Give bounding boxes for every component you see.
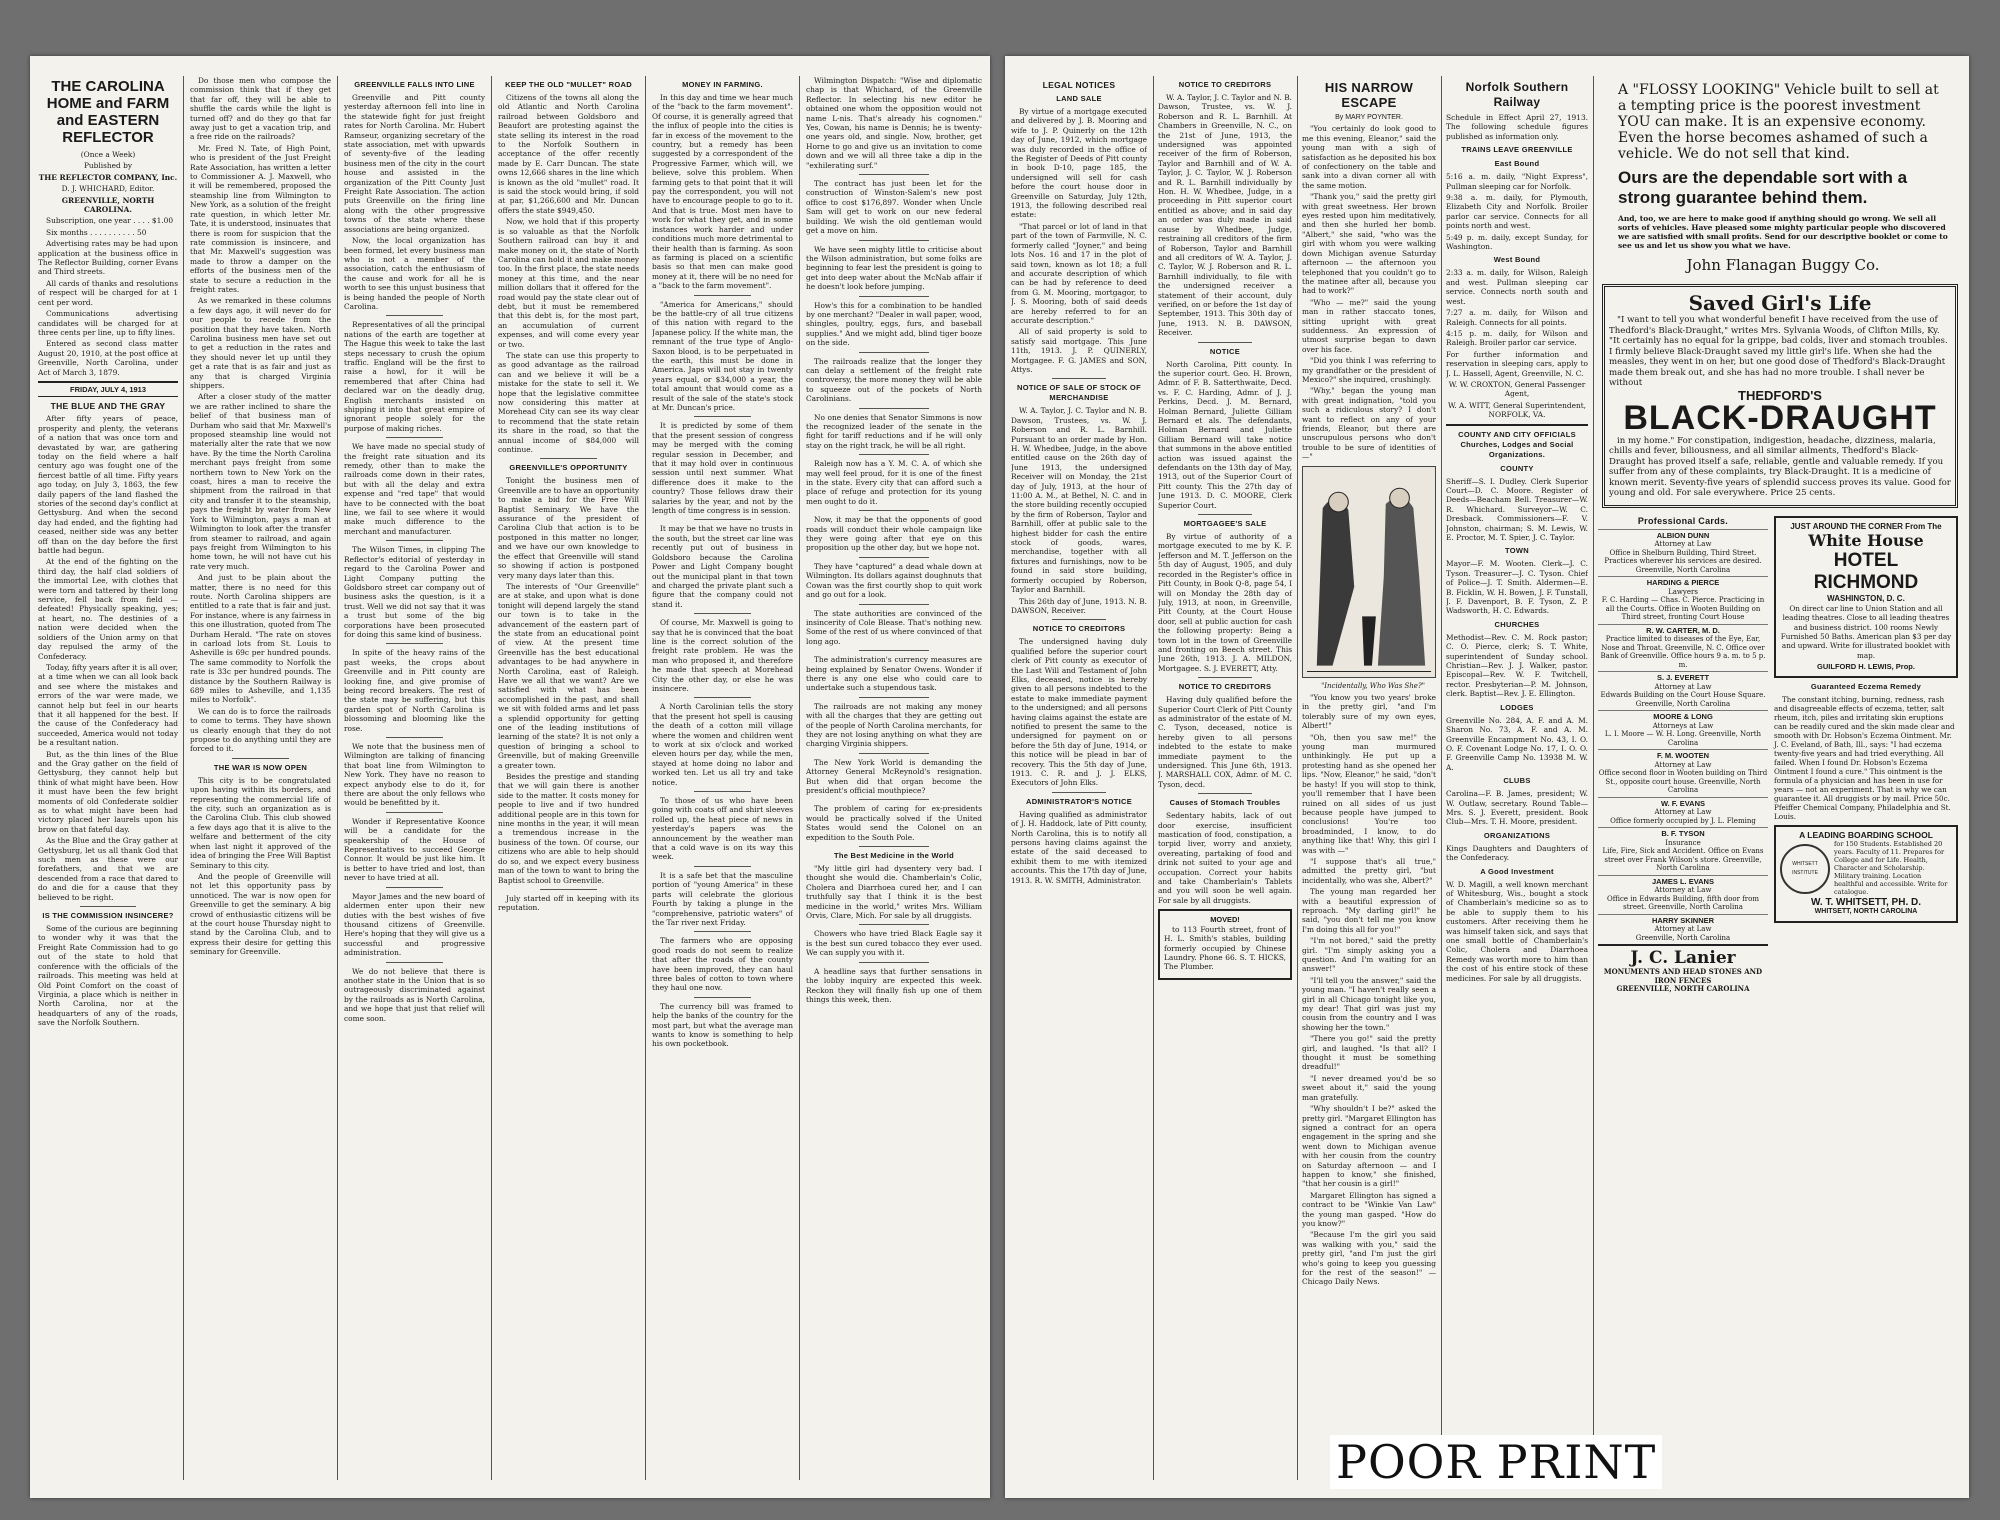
lanier-name: J. C. Lanier	[1630, 948, 1736, 969]
divider	[859, 697, 929, 698]
article-paragraph: Greenville and Pitt county yesterday afternoon fell into line in the statewide fight for just freight rates for North Carolina. Mr. Hubert Ramseur, organizing secretary of the state association, met with upwards of seventy-five of the leading business men of the city in the court house and assisted in the organization of the Pitt County Just Freight Rate Association. The action puts Greenville on the firing line along with the other progressive towns of the state where these associations are being organized.	[344, 93, 485, 234]
admin-notice-heading: ADMINISTRATOR'S NOTICE	[1025, 796, 1133, 806]
article-paragraph: It may be that we have no trusts in the south, but the street car line was recently put out of business in Goldsboro because the Carolina Power and Light Company bought out the municipal plant in that town and charged the private plant such a figure that the company could not stand it.	[652, 524, 793, 609]
trains-leave-heading: TRAINS LEAVE GREENVILLE	[1461, 145, 1573, 155]
article-paragraph: The currency bill was framed to help the banks of the country for the most part, but what the average man wants to know is something to help his own pocketbook.	[652, 1001, 793, 1049]
article-paragraph: Besides the prestige and standing that we will gain there is another side to the matter. It costs money for people to live and if two hundred additional people are in this town for nine months in the year, it will mean a tremendous increase in the business of the town. Of course, our citizens who are able to help should do so, and we expect every business man of the town to want to bring the Baptist school to Greenville.	[498, 772, 639, 885]
notice-heading: NOTICE	[1209, 346, 1241, 356]
masthead-editor: D. J. WHICHARD, Editor.	[61, 184, 155, 194]
story-paragraph: "Why," began the young man with great indignation, "told you such a ridiculous story? I don't want to reflect on any of your friends, Eleanor, but there are unscrupulous persons who don't trouble to be sure of identities of —"	[1302, 386, 1436, 462]
column-rule	[645, 76, 646, 1480]
story-paragraph: "I'm not bored," said the pretty girl. "I'm simply asking you a question. And I'm waiting for an answer!"	[1302, 936, 1436, 974]
schedule-entry: 2:33 a. m. daily, for Wilson, Raleigh and west. Pullman sleeping car service. Connects north south and west.	[1446, 268, 1588, 306]
column-2	[190, 76, 331, 1480]
article-paragraph: This city is to be congratulated upon having within its borders, and representing the commercial life of the city, such an organization as is the Carolina Club. This club showed a few days ago that it is alive to the welfare and betterment of the city when last night it approved of the idea of bringing the Free Will Baptist Seminary to this city.	[190, 775, 331, 870]
poor-print-stamp: POOR PRINT	[1330, 1435, 1662, 1489]
land-sale-heading: LAND SALE	[1056, 94, 1102, 103]
article-paragraph: It is predicted by some of them that the present session of congress may be merged with the coming regular session in December, and that it may hold over in continuous session until next summer. What difference does it make to the country? Those fellows draw their salaries by the year, and not by the length of time congress is in session.	[652, 421, 793, 516]
divider	[694, 866, 750, 867]
story-paragraph: "You certainly do look good to me this evening, Eleanor," said the young man with a sigh of satisfaction as he deposited his box of confectionery on the table and sank into a divan corner all with the same motion.	[1302, 124, 1436, 190]
moved-text: to 113 Fourth street, front of H. L. Smith's stables, building formerly occupied by Chinese Laundry. Phone 66. S. T. HICKS, The Plumber.	[1164, 924, 1286, 972]
flanagan-name: John Flanagan Buggy Co.	[1686, 256, 1880, 274]
schedule-entry: 7:27 a. m. daily, for Wilson and Raleigh. Connects for all points.	[1446, 308, 1588, 327]
divider	[859, 557, 929, 558]
story-paragraph: "Thank you," said the pretty girl with great sweetness. Her brown eyes rested upon him meditatively, and then she hurled her bomb. "Albert," she said, "who was the girl with whom you were walking down Michigan avenue Saturday afternoon — the afternoon you telephoned that you couldn't go to the matinee after all, because you had to work?"	[1302, 192, 1436, 296]
article-paragraph: Mayor James and the new board of aldermen enter upon their new duties with the best wishes of five thousand citizens of Greenville. Here's hoping that they will give us a successful and progressive administration.	[344, 891, 485, 958]
issue-date: FRIDAY, JULY 4, 1913	[38, 381, 178, 397]
article-paragraph: And just to be plain about the matter, there is no need for this route. North Carolina shippers are entitled to a rate that is fair and just. For instance, where is any fairness in this one illustration, quoted from The Durham Herald. "The rate on stoves in carload lots from St. Louis to Asheville is 69c per hundred pounds. The same commodity to Norfolk the rate is 33c per hundred pounds. The distance by the Southern Railway is 689 miles to Asheville, and 1,135 miles to Norfolk".	[190, 573, 331, 705]
masthead-publisher: THE REFLECTOR COMPANY, Inc.	[38, 172, 178, 182]
entry-note: Entered as second class matter August 20, 1910, at the post office at Greenville, North Carolina, under Act of March 3, 1879.	[38, 339, 178, 377]
notice-paragraph: Having qualified as administrator of J. H. Haddock, late of Pitt county, North Carolina, this is to notify all persons having claims against the estate of the said deceased to exhibit them to me with itemized accounts. This the 17th day of June, 1913. R. W. SMITH, Administrator.	[1011, 809, 1147, 885]
article-paragraph: The Wilson Times, in clipping The Reflector's editorial of yesterday in regard to the Carolina Power and Light Company putting the Goldsboro street car company out of business asks the question, is it a trust. Well we did not say that it was a trust but some of the big corporations have been prosecuted for doing this same kind of business.	[344, 545, 485, 639]
headline-blue-gray: THE BLUE AND THE GRAY	[50, 401, 166, 412]
lanier-ad	[1598, 944, 1768, 996]
article-paragraph: Now, the local organization has been formed, let every business man who is not a member of the association, catch the enthusiasm of the cause and work for all he is worth to see this unjust business that is being handed the people of North Carolina.	[344, 236, 485, 311]
cards-note: All cards of thanks and resolutions of respect will be charged for at 1 cent per word.	[38, 278, 178, 307]
divider	[694, 997, 750, 998]
article-paragraph: We note that the business men of Wilmington are talking of financing that boat line from Wilmington to New York. They have no reason to expect anybody else to do it, for there are about the only fellows who would be benefitted by it.	[344, 742, 485, 808]
column-rule	[799, 76, 800, 1480]
legal-notices-heading: LEGAL NOTICES	[1042, 80, 1116, 90]
notice-paragraph: The undersigned having duly qualified before the superior court clerk of Pitt county as executor of the Last Will and Testament of John Elks, deceased, notice is hereby given to all persons indebted to the estate to make immediate payment to the undersigned; and all persons having claims against the estate are notified to present the same to the undersigned for payment on or before the 5th day of June, 1914, or this notice will be plead in bar of recovery. This the 5th day of June, 1913. C. R. and J. J. ELKS, Executors of John Elks.	[1011, 637, 1147, 788]
east-bound-heading: East Bound	[1494, 159, 1540, 169]
school-city: WHITSETT, NORTH CAROLINA	[1814, 908, 1918, 916]
article-paragraph: In this day and time we hear much of the "back to the farm movement". Of course, it is generally agreed that the influx of people into the cities is far in excess of the movement to the country, but a remedy has been suggested by a correspondent of the Progressive Farmer, which will, we believe, solve this problem. When farming gets to that point that it will pay the correspondent, you will not have to encourage people to go to it. And that is true. Most men have to work for what they get, and in some instances work harder and under conditions much more detrimental to their health than is farming. As soon as farming is placed on a scientific basis so that men can make good money at it, there will be no need for a "back to the farm movement".	[652, 93, 793, 291]
article-paragraph: Chowers who have tried Black Eagle say it is the best sun cured tobacco they ever used. We can supply you with it.	[806, 929, 982, 958]
story-paragraph: The young man regarded her with a beautiful expression of reproach. "My darling girl!" he said, "you don't tell me you know I'm doing this all for you!"	[1302, 887, 1436, 934]
divider	[859, 924, 929, 925]
story-paragraph: Margaret Ellington has signed a contract to be "Winkie Van Law" the young man gasped. "How do you know?"	[1302, 1190, 1436, 1228]
article-paragraph: It is a safe bet that the masculine portion of "young America" in these parts will celebrate the glorious Fourth by taking a plunge in the "comprehensive, patriotic waters" of the Tar river next Friday.	[652, 870, 793, 927]
notice-paragraph: By virtue of authority of a mortgage executed to me by K. F. Jefferson and M. T. Jefferson on the 5th day of August, 1905, and duly recorded in the Register's office in Pitt County, in Book Q-8, page 54, I will on Monday the 28th day of July, 1913, at noon, in Greenville, Pitt County, at the Court House door, sell at public auction for cash the following property: Being a town lot in the town of Greenville and fronting on Beech street. This June 26th, 1913. J. A. MILDON, Mortgagee. S. J. EVERETT, Atty.	[1158, 532, 1292, 673]
article-paragraph: But, as the thin lines of the Blue and the Gray gather on the field of Gettysburg, they cannot help but think of what might have been. How it must have been the few bright moments of old Confederate soldier as to what might have been had victory placed her laurels upon his brow on that fateful day.	[38, 749, 178, 834]
directory-text: Greenville No. 284, A. F. and A. M. Sharon No. 73, A. F. and A. M. Greenville Encampment No. 43, I. O. O. F. Covenant Lodge No. 17, I. O. O. F. Greenville Camp No. 13938 M. W. A.	[1446, 715, 1588, 772]
column-rule	[1593, 76, 1594, 1480]
divider	[694, 613, 750, 614]
article-paragraph: Raleigh now has a Y. M. C. A. of which she may well feel proud, for it is one of the finest in the state. Every city that can afford such a place of refuge and protection for its young men ought to do it.	[806, 459, 982, 506]
illustration-caption: "Incidentally, Who Was She?"	[1321, 681, 1425, 690]
masthead-title: THE CAROLINA HOME and FARM and EASTERN REFLECTOR	[46, 78, 170, 146]
article-paragraph: The administration's currency measures are being explained by Senator Owens. Wonder if there is any one else who could care to undertake such a stupendous task.	[806, 655, 982, 693]
flanagan-body: And, too, we are here to make good if anything should go wrong. We sell all sorts of vehicles. Have pleased some mighty particular people who discovered we are satisfied with small profits. Send for our descriptive booklet or come to see us and let us show you what we have.	[1618, 214, 1948, 250]
column-rule	[337, 76, 338, 1480]
flanagan-headline: Ours are the dependable sort with a strong guarantee behind them.	[1618, 168, 1908, 207]
divider	[80, 906, 136, 907]
professional-card: F. M. WOOTEN Attorney at Law Office second floor in Wooten building on Third St., opposite court house. Greenville, North Carolina	[1598, 749, 1768, 797]
flanagan-intro: A "FLOSSY LOOKING" Vehicle built to sell at a tempting price is the poorest investment YOU can make. It is an expensive economy. Even the horse becomes ashamed of such a vehicle. We do not sell that kind.	[1618, 82, 1939, 162]
divider	[386, 887, 442, 888]
divider	[540, 458, 596, 459]
article-paragraph: After fifty years of peace, prosperity and plenty, the veterans of a nation that was once torn and devastated by war, are gathering today on the field where a half century ago was fought one of the fiercest battle of all time. Fifty years ago today, on July 3, 1863, the few daily papers of the land flashed the stories of the second day's conflict at Gettysburg. And when the second day had ended, and the fighting had ceased, neither side was any better off than on the day before the first battle had begun.	[38, 414, 178, 556]
headline-best-medicine: The Best Medicine in the World	[833, 851, 955, 861]
lanier-city: GREENVILLE, NORTH CAROLINA	[1616, 984, 1750, 994]
railway-directory-column	[1446, 76, 1588, 1480]
article-paragraph: The interests of "Our Greenville" are at stake, and upon what is done tonight will depend largely the stand our town is to take in the advancement of the eastern part of the state from an educational point of view. At the present time Greenville has the best educational advantages to be had anywhere in North Carolina, east of Raleigh. Have we all that we want? Are we satisfied with what has been accomplished in the past, and shall we sit with folded arms and let pass a splendid opportunity for getting one of the leading institutions of learning of the state? It is not only a question of bringing a school to Greenville, but of making Greenville a greater town.	[498, 581, 639, 770]
divider	[694, 295, 750, 296]
article-paragraph: Representatives of all the principal nations of the earth are together at The Hague this week to take the last steps necessary to crush the opium traffic. England will be the first to raise a howl, for it will be remembered that after China had declared war on the deadly drug, English merchants insisted on shipping it into that great empire of ignorant people solely for the purpose of making riches.	[344, 320, 485, 433]
legal-notices-column	[1011, 76, 1147, 1480]
professional-card: ALBION DUNN Attorney at Law Office in Shelburn Building, Third Street. Practices wherever his services are desired. Greenville, North Carolina	[1598, 529, 1768, 577]
story-title: HIS NARROW ESCAPE	[1324, 80, 1414, 110]
schedule-entry: 9:38 a. m. daily, for Plymouth, Elizabeth City and Norfolk. Broiler parlor car service. Connects for all points north and west.	[1446, 193, 1588, 231]
notice-paragraph: W. A. Taylor, J. C. Taylor and N. B. Dawson, Trustees, vs. W. J. Roberson and R. L. Barnhill. Pursuant to an order made by Hon. H. W. Whedbee, Judge, in the above entitled cause on the 26th day of June 1913, the undersigned Receiver will on Monday, the 21st day of July, 1913, at the hour of 11:00 A. M., at Bethel, N. C. and in the store building recently occupied by the firm of Roberson, Taylor and Barnhill, offer at public sale to the highest bidder for cash the entire stock of goods, wares, merchandise, together with all fixtures and furnishings, now to be found in said store building, formerly occupied by Roberson, Taylor and Barnhill.	[1011, 406, 1147, 595]
divider	[859, 454, 929, 455]
story-paragraph: "Because I'm the girl you said was walking with you," said the pretty girl, "and I'm just the girl who's going to keep you guessing for the rest of the season!" — Chicago Daily News.	[1302, 1230, 1436, 1287]
clubs-heading: CLUBS	[1503, 776, 1531, 786]
couple-illustration	[1303, 467, 1435, 677]
divider	[694, 416, 750, 417]
eczema-text: The constant itching, burning, redness, rash and disagreeable effects of eczema, tetter, salt rheum, itch, piles and irritating skin eruptions can be readily cured and the skin made clear and smooth with Dr. Hobson's Eczema Ointment. Mr. J. C. Eveland, of Bath, Ill., says: "I had eczema twenty-five years and had tried everything. All failed. When I found Dr. Hobson's Eczema Ointment I found a cure." This ointment is the formula of a physician and has been in use for years — not an experiment. That is why we can guarantee it. All druggists or by mail. Price 50c. Pfeiffer Chemical Company, Philadelphia and St. Louis.	[1774, 694, 1955, 821]
divider	[859, 408, 929, 409]
column-1	[38, 76, 178, 1480]
norfolk-title: Norfolk Southern Railway	[1465, 80, 1569, 109]
article-paragraph: After a closer study of the matter we are rather inclined to share the belief of that business man of Durham who said that Mr. Maxwell's proposed steamship line would not materially alter the rate that we now have. By the time the North Carolina merchant pays freight from some northern town to New York on the coast, hires a man to receive the shipment from the railroad in that city and transfer it to the steamship, pays the freight by water from New York to Wilmington, pays a man at Wilmington to look after the transfer from steamer to railroad, and again pays freight from Wilmington to his home town, he will not have cut his rate very much.	[190, 392, 331, 571]
headline-falls-in-line: GREENVILLE FALLS INTO LINE	[354, 80, 475, 89]
notice-paragraph: Sedentary habits, lack of out door exercise, insufficient mastication of food, constipation, a torpid liver, worry and anxiety, overeating, partaking of food and drink not suited to your age and occupation. Correct your habits and take Chamberlain's Tablets and you will soon be well again. For sale by all druggists.	[1158, 811, 1292, 905]
column-rule	[183, 76, 184, 1480]
saved-text: "I want to tell you what wonderful benefit I have received from the use of Thedford's Black-Draught," writes Mrs. Sylvania Woods, of Clifton Mills, Ky. "It certainly has no equal for la grippe, bad colds, liver and stomach troubles. I firmly believe Black-Draught saved my little girl's life. When she had the measles, they went in on her, but one good dose of Thedford's Black-Draught made them break out, and she has had no more trouble. I shall never be without	[1609, 315, 1948, 388]
article-paragraph: Tonight the business men of Greenville are to have an opportunity to make a bid for the Free Will Baptist Seminary. We have the assurance of the president of Carolina Club that action is to be postponed in this matter no longer, and we have our own knowledge to the effect that Greenville will stand so showing if action is postponed very many days later than this.	[498, 476, 639, 580]
notice-paragraph: Having duly qualified before the Superior Court Clerk of Pitt County as administrator of the estate of M. C. Tyson, deceased, notice is hereby given to all persons indebted to the estate to make immediate payment to the undersigned. This June 6th, 1913. J. MARSHALL COX, Admr. of M. C. Tyson, decd.	[1158, 695, 1292, 789]
article-paragraph: We have seen mighty little to criticise about the Wilson administration, but some folks are beginning to fear lest the president is going to get into deep water about the McNab affair if he doesn't look before jumping.	[806, 244, 982, 292]
article-paragraph: How's this for a combination to be handled by one merchant? "Dealer in wall paper, wood, shingles, poultry, eggs, furs, and baseball supplies." And we might add, blind tiger booze on the side.	[806, 300, 982, 348]
stock-sale-heading: NOTICE OF SALE OF STOCK OF MERCHANDISE	[1017, 383, 1141, 403]
mortgagee-sale-heading: MORTGAGEE'S SALE	[1183, 519, 1267, 529]
stomach-heading: Causes of Stomach Troubles	[1169, 798, 1281, 808]
article-paragraph: The problem of caring for ex-presidents would be practically solved if the United States would send the Colonel on an expedition to the South Pole.	[806, 804, 982, 842]
directory-text: W. D. Magill, a well known merchant of Whitesburg, Wis., bought a stock of Chamberlain's medicine so as to be able to supply them to his customers. After receiving them he was himself taken sick, and says that one small bottle of Chamberlain's Colic, Cholera and Diarrhoea Remedy was worth more to him than the cost of his entire stock of these medicines. For sale by all druggists.	[1446, 879, 1588, 983]
divider	[859, 174, 929, 175]
divider	[859, 296, 929, 297]
article-paragraph: The farmers who are opposing good roads do not seem to realize that after the roads of the county have been improved, they can haul three bales of cotton to town where they haul one now.	[652, 936, 793, 993]
west-bound-heading: West Bound	[1493, 255, 1541, 265]
hotel-white-house: White House	[1808, 531, 1924, 551]
divider	[859, 753, 929, 754]
town-heading: TOWN	[1505, 546, 1529, 556]
communications-note: Communications advertising candidates will be charged for at three cents per line, up to fifty lines.	[38, 309, 178, 337]
article-paragraph: We can do is to force the railroads to come to terms. They have shown us clearly enough that they do not propose to do anything until they are forced to it.	[190, 706, 331, 754]
saved-title: Saved Girl's Life	[1688, 291, 1872, 315]
divider	[694, 519, 750, 520]
article-paragraph: As we remarked in these columns a few days ago, it will never do for our people to recede from the position that they have taken. North Carolina business men have set out to get a reduction in the rates and they should never let up until they get a rate that is as fair and just as any that is charged Virginia shippers.	[190, 296, 331, 390]
six-month-rate: Six months . . . . . . . . . . 50	[46, 227, 147, 237]
notices-column-2	[1158, 76, 1292, 1480]
directory-text: Carolina—F. B. James, president; W. W. Outlaw, secretary. Round Table—Mrs. S. J. Everett, president. Book Club—Mrs. T. H. Moore, president.	[1446, 789, 1588, 827]
saved-text-2: in my home." For constipation, indigestion, headache, dizziness, malaria, chills and fever, biliousness, and all similar ailments, Thedford's Black-Draught has proved itself a safe, reliable, gentle and valuable remedy. If you suffer from any of these complaints, try Black-Draught. It is a medicine of known merit. Seventy-five years of splendid success proves its value. Good for young and old. For sale everywhere. Price 25 cents.	[1609, 435, 1951, 499]
subscription-rate: Subscription, one year . . . . $1.00	[46, 216, 174, 226]
schedule-entry: For further information and reservation in sleeping cars, apply to J. L. Hassell, Agent, Greenville, N. C.	[1446, 349, 1588, 378]
divider	[1446, 424, 1588, 426]
creditors-heading: NOTICE TO CREDITORS	[1178, 80, 1272, 89]
divider	[540, 889, 596, 890]
lodges-heading: LODGES	[1500, 702, 1534, 712]
directory-text: Kings Daughters and Daughters of the Confederacy.	[1446, 843, 1588, 863]
professional-card: HARRY SKINNER Attorney at Law Greenville, North Carolina	[1598, 914, 1768, 945]
article-paragraph: And the people of Greenville will not let this opportunity pass by unnoticed. The war is now open for Greenville to get the seminary. A big crowd of enthusiastic citizens will be at the court house Thursday night to stand by the Carolina Club, and to express their desire for getting this seminary for Greenville.	[190, 871, 331, 957]
divider	[1052, 378, 1106, 379]
divider	[1198, 342, 1252, 343]
creditors-heading: NOTICE TO CREDITORS	[1178, 682, 1272, 692]
professional-cards-heading: Professional Cards.	[1637, 515, 1729, 526]
divider	[386, 315, 442, 316]
flanagan-ad	[1598, 76, 1962, 280]
article-paragraph: Citizens of the towns all along the old Atlantic and North Carolina railroad between Goldsboro and Beaufort are protesting against the state selling its interest in the road to the Norfolk Southern in acceptance of the offer recently made by E. Carr Duncan. The state owns 12,666 shares in the line which is known as the old "mullet" road. It is said the stock would bring, if sold at par, $1,266,600 and Mr. Duncan offers the state $949,450.	[498, 93, 639, 215]
hotel-eczema-school	[1774, 512, 1958, 996]
notice-paragraph: North Carolina, Pitt county. In the superior court. Geo. H. Brown, Admr. of F. B. Satterthwaite, Decd. vs. F. C. Harding, Admr. of J. J. Perkins, Decd. J. M. Bernard, Holman Bernard, Juliette Gilliam Bernard et als. The defendants, Holman Bernard and Juliette Gilliam Bernard will take notice that summons in the above entitled action was issued against the defendants on the 13th day of May, 1913, out of the Superior Court of Pitt county. This the 27th day of June 1913. D. C. MOORE, Clerk Superior Court.	[1158, 359, 1292, 510]
article-paragraph: The state authorities are convinced of the insincerity of Cole Blease. That's nothing new. Some of the rest of us where convinced of that long ago.	[806, 608, 982, 646]
story-paragraph: "There you go!" said the pretty girl, and laughed. "Is that all? I thought it must be something dreadful!"	[1302, 1034, 1436, 1072]
article-paragraph: Today, fifty years after it is all over, at a time when we can all look back and see where the mistakes and errors of the war were made, we cannot help but feel in our hearts that it all happened for the best. If the cause of the Confederacy had succeeded, America would not today be a resultant nation.	[38, 662, 178, 748]
divider	[859, 510, 929, 511]
story-paragraph: "I suppose that's all true," admitted the pretty girl, "but incidentally, who was she, Albert?"	[1302, 856, 1436, 885]
article-paragraph: Now, it may be that the opponents of good roads will conduct their whole campaign like they were going after that eye on this proposition up the other day, but we hope not.	[806, 515, 982, 553]
divider	[1198, 677, 1252, 678]
professional-card: W. F. EVANS Attorney at Law Office formerly occupied by J. L. Fleming	[1598, 797, 1768, 828]
article-paragraph: At the end of the fighting on the third day, the half clad soldiers of the immortal Lee, with clothes that were torn and tattered by their long service, fell back from field — defeated! Physically speaking, yes; at heart, no. The destinies of a nation were decided when the soldiers of the Union army on that day repulsed the army of the Confederacy.	[38, 557, 178, 661]
article-paragraph: We have made no special study of the freight rate situation and its remedy, other than to make the railroads come down in their rates, but with all the delay and extra expense and "red tape" that would have to be connected with the boat line, we fail to see where it would make much difference to the merchant and manufacturer.	[344, 442, 485, 536]
article-paragraph: In spite of the heavy rains of the past weeks, the crops about Greenville and in Pitt county are looking fine, and give promise of being record breakers. The rest of the state may be suffering, but this garden spot of North Carolina is blossoming and blooming like the rose.	[344, 648, 485, 733]
article-paragraph: A headline says that further sensations in the lobby inquiry are expected this week. Reckon they will finally fish up one of them things this week, then.	[806, 966, 982, 1004]
professional-card: B. F. TYSON Insurance Life, Fire, Sick and Accident. Office on Evans street over Frank Wilson's store. Greenville, North Carolina	[1598, 827, 1768, 875]
story-paragraph: "Why shouldn't I be?" asked the pretty girl. "Margaret Ellington has signed a contract for an opera engagement in the spring and she went down to Michigan avenue with her cousin from the country on Saturday afternoon — and I happen to know," she finished, "that her cousin is a girl!"	[1302, 1104, 1436, 1189]
hotel-name: HOTEL RICHMOND	[1813, 550, 1919, 594]
right-newspaper-page	[1005, 56, 1969, 1498]
article-paragraph: Do those men who compose the commission think that if they get that far off, they will be able to shuffle the cards while the light is turned off? and do they go that far away just to get a vacation trip, and a free ride on the railroads?	[190, 76, 331, 142]
divider	[1052, 619, 1106, 620]
article-paragraph: Now, we hold that if this property is so valuable as that the Norfolk Southern railroad can buy it and make money on it, the state of North Carolina can hold it and make money too. In the first place, the state needs money at this time, and the near million dollars that it offered for the road would pay the state clear out of debt, but it must be remembered that this debt is, for the most part, an accumulation of current expenses, and will come every year or two.	[498, 217, 639, 349]
cards-row	[1598, 512, 1962, 996]
school-title: A LEADING BOARDING SCHOOL	[1799, 829, 1933, 840]
directory-title: COUNTY AND CITY OFFICIALS Churches, Lodges and Social Organizations.	[1458, 429, 1576, 459]
directory-text: Sheriff—S. I. Dudley. Clerk Superior Court—D. C. Moore. Register of Deeds—Beacham Bell. Treasurer—W. R. Whichard. Surveyor—W. C. Dresback. Commissioners—F. V. Johnston, chairman; S. M. Lewis, W. E. Proctor, M. T. Spier, J. C. Taylor.	[1446, 476, 1588, 542]
professional-card: S. J. EVERETT Attorney at Law Edwards Building on the Court House Square. Greenville, North Carolina	[1598, 671, 1768, 710]
churches-heading: CHURCHES	[1494, 619, 1540, 629]
headline-commission: IS THE COMMISSION INSINCERE?	[42, 911, 174, 921]
article-paragraph: A North Carolinian tells the story that the present hot spell is causing the death of a cotton mill village where the women and children went to work at six o'clock and worked eleven hours per day, while the men, stayed at home doing no labor and worked ten. Let us all try and take notice.	[652, 702, 793, 787]
article-paragraph: The contract has just been let for the construction of Winston-Salem's new post office to cost $176,897. Wonder when Uncle Sam will get to work on our new federal building. We wish the old gentleman would get a move on him.	[806, 179, 982, 236]
professional-cards	[1598, 512, 1768, 996]
schedule-entry: 4:15 p. m. daily, for Wilson and Raleigh. Broiler parlor car service.	[1446, 328, 1588, 348]
divider	[232, 758, 288, 759]
organizations-heading: ORGANIZATIONS	[1483, 830, 1551, 840]
article-paragraph: Mr. Fred N. Tate, of High Point, who is president of the Just Freight Rate Association, has written a letter to Commissioner A. J. Maxwell, who it will be remembered, proposed the steamship line from Wilmington to New York, as a solution of the freight rate question, in which letter Mr. Tate, it is understood, insinuates that there is room for suspicion that the rate commission is insincere, and that Mr. Maxwell's suggestion was made to throw a damper on the efforts of the business men of the state to secure a reduction in the freight rates.	[190, 143, 331, 294]
hotel-city: WASHINGTON, D. C.	[1827, 594, 1905, 604]
professional-card: MOORE & LONG Attorneys at Law L. I. Moore — W. H. Long. Greenville, North Carolina	[1598, 710, 1768, 749]
eczema-heading: Guaranteed Eczema Remedy	[1810, 681, 1922, 691]
professional-card: HARDING & PIERCE Lawyers F. C. Harding — Chas. C. Pierce. Practicing in all the Courts. Office in Wooten Building on Third street, fronting Court House	[1598, 576, 1768, 624]
column-4	[498, 76, 639, 1480]
masthead-published-by: Published by	[83, 161, 133, 171]
professional-card: R. W. CARTER, M. D. Practice limited to diseases of the Eye, Ear, Nose and Throat. Greenville, N. C. Office over Bank of Greenville. Office hours 9 a. m. to 5 p. m.	[1598, 624, 1768, 672]
divider	[859, 846, 929, 847]
divider	[859, 962, 929, 963]
advertisements-column	[1598, 76, 1962, 1480]
masthead-location: GREENVILLE, NORTH CAROLINA.	[61, 195, 155, 215]
school-name: W. T. WHITSETT, PH. D.	[1811, 896, 1921, 908]
article-paragraph: No one denies that Senator Simmons is now the recognized leader of the senate in the fight for tariff reductions and if he will only stay on the right track, he will be all right.	[806, 412, 982, 450]
hotel-prop: GUILFORD H. LEWIS, Prop.	[1817, 662, 1915, 672]
article-paragraph: The railroads realize that the longer they can delay a settlement of the freight rate controversy, the more money they will be able to squeeze out of the pockets of North Carolinians.	[806, 356, 982, 404]
article-paragraph: Wilmington Dispatch: "Wise and diplomatic chap is that Whichard, of the Greenville Reflector. In selecting his new editor he obtained one whom the opposition would not name L-nis. That's already his cognomen." Yes, Cowan, his name is Dennis; he is twenty-one years old, and single. Now, brother, get Horne to go and give us an invitation to come down and we will all three take a dip in the "exhilerating surf."	[806, 76, 982, 170]
story-paragraph: "Did you think I was referring to my grandfather or the president of Mexico?" she inquired, crushingly.	[1302, 356, 1436, 384]
article-paragraph: Of course, Mr. Maxwell is going to say that he is convinced that the boat line is the correct solution of the freight rate problem. He was the man who proposed it, and therefore he made that speech at Morehead City the other day, or else he was insincere.	[652, 618, 793, 693]
school-text: for 150 Students. Established 20 years. Faculty of 11. Prepares for College and for Life. Health, Character and Scholarship. Military training. Location healthful and accessible. Write for catalogue.	[1834, 839, 1948, 896]
divider	[694, 697, 750, 698]
headline-farming: MONEY IN FARMING.	[682, 80, 763, 89]
story-paragraph: "I never dreamed you'd be so sweet about it," said the young man gratefully.	[1302, 1073, 1436, 1102]
headline-opportunity: GREENVILLE'S OPPORTUNITY	[509, 463, 628, 473]
divider	[1198, 514, 1252, 515]
divider	[386, 643, 442, 644]
hotel-text: On direct car line to Union Station and all leading theatres. Close to all leading theatres and business district. 100 rooms Newly Furnished 50 Baths. American plan $3 per day and upward. Write for illustrated booklet with map.	[1780, 603, 1952, 660]
notice-paragraph: By virtue of a mortgage executed and delivered by J. B. Mooring and wife to J. P. Quinerly on the 12th day of June, 1912, which mortgage was duly recorded in the office of the Register of Deeds of Pitt county in book D-10, page 185, the undersigned will sell for cash before the court house door in Greenville on Saturday, July 12th, 1913, the following described real estate:	[1011, 107, 1147, 220]
story-paragraph: "I'll tell you the answer," said the young man. "I haven't really seen a girl in all Chicago tonight like you, my dear! That girl was just my cousin from the country and I was showing her the town."	[1302, 975, 1436, 1032]
divider	[386, 737, 442, 738]
divider	[859, 604, 929, 605]
article-paragraph: They have "captured" a dead whale down at Wilmington. Its dollars against doughnuts that Cowan was the first courtly shop to quit work and go out for a look.	[806, 561, 982, 600]
column-rule	[491, 76, 492, 1480]
lanier-line: MONUMENTS AND HEAD STONES AND IRON FENCES	[1603, 967, 1763, 985]
article-paragraph: "My little girl had dysentery very bad. I thought she would die. Chamberlain's Colic, Cholera and Diarrhoea cured her, and I can truthfully say that I think it is the best medicine in the world," writes Mrs. William Orvis, Clare, Mich. For sale by all druggists.	[806, 864, 982, 921]
advertising-note: Advertising rates may be had upon application at the business office in The Reflector Building, corner Evans and Third streets.	[38, 239, 178, 277]
divider	[859, 240, 929, 241]
divider	[859, 799, 929, 800]
article-paragraph: Some of the curious are beginning to wonder why it was that the Freight Rate Commission had to go out of the state to hold that conference with the officials of the railroads. This meeting was held at Old Point Comfort on the coast of Virginia, a place which is neither in North Carolina, nor at the headquarters of any of the roads, save the Norfolk Southern.	[38, 924, 178, 1028]
story-paragraph: "Who — me?" said the young man in rather staccato tones, sitting upright with great suddenness. An expression of utmost surprise began to dawn over his face.	[1302, 297, 1436, 354]
divider	[859, 650, 929, 651]
superintendent: W. A. WITT, General Superintendent, NORFOLK, VA.	[1447, 400, 1587, 420]
directory-text: Mayor—F. M. Wooten. Clerk—J. C. Tyson. Treasurer—J. C. Tyson. Chief of Police—J. T. Smith. Aldermen—E. B. Ficklin, W. H. Bowen, J. F. Tunstall, J. F. Davenport, B. F. Tyson, Z. P. Wadsworth, H. C. Edwards.	[1446, 559, 1588, 616]
story-paragraph: "Oh, then you saw me!" the young man murmured unthinkingly. He put up a protesting hand as she opened her lips. "Now, Eleanor," he said, "don't be hasty! If you will stop to think, you'll remember that I have been ruined on all sides of us just because people have jumped to conclusions! You're too broadminded, I know, to do anything like that! Why, this girl I was with —"	[1302, 732, 1436, 855]
divider	[386, 962, 442, 963]
story-column	[1302, 76, 1436, 1480]
divider	[859, 352, 929, 353]
creditors-heading: NOTICE TO CREDITORS	[1032, 624, 1126, 634]
school-seal-icon: WHITSETT INSTITUTE	[1780, 844, 1830, 894]
story-paragraph: "You know you two years' broke in the pretty girl, "and I'm tolerably sure of my own eyes, Albert!"	[1302, 693, 1436, 731]
article-paragraph: To those of us who have been going with coats off and shirt sleeves rolled up, the heat piece of news in yesterday's papers was the announcement by the weather man that a cold wave is on its way this week.	[652, 796, 793, 862]
professional-card: JAMES L. EVANS Attorney at Law Office in Edwards Building, fifth door from street. Greenville, North Carolina	[1598, 875, 1768, 914]
column-rule	[1297, 76, 1298, 1480]
passenger-agent: W. W. CROXTON, General Passenger Agent,	[1448, 379, 1586, 399]
article-paragraph: July started off in keeping with its reputation.	[498, 893, 639, 913]
schedule-entry: 5:16 a. m. daily, "Night Express", Pullman sleeping car for Norfolk.	[1446, 172, 1588, 191]
divider	[1198, 793, 1252, 794]
article-paragraph: The railroads are not making any money with all the charges that they are getting out of the people of North Carolina merchants, for they are not losing anything on what they are charging Virginia shippers.	[806, 701, 982, 749]
story-illustration	[1302, 466, 1436, 678]
notice-paragraph: This 26th day of June, 1913. N. B. DAWSON, Receiver.	[1011, 596, 1147, 615]
county-heading: COUNTY	[1500, 463, 1534, 473]
schedule-intro: Schedule in Effect April 27, 1913. The following schedule figures published as information only.	[1446, 113, 1588, 141]
black-draught-ad	[1602, 284, 1958, 508]
notice-paragraph: All of said property is sold to satisfy said mortgage. This June 11th, 1913. J. P. QUINERLY, Mortgagee. F. G. JAMES and SON, Attys.	[1011, 327, 1147, 374]
divider	[694, 931, 750, 932]
good-investment-heading: A Good Investment	[1480, 866, 1554, 876]
divider	[386, 812, 442, 813]
divider	[694, 791, 750, 792]
headline-war-open: THE WAR IS NOW OPEN	[213, 762, 308, 772]
column-rule	[1441, 76, 1442, 1480]
masthead-frequency: (Once a Week)	[80, 150, 136, 159]
article-paragraph: "America for Americans," should be the battle-cry of all true citizens of this nation with regard to the Japanese policy. If the white man, the remnant of the true type of Anglo-Saxon blood, is to be perpetuated in the earth, this must be done in America. Japs will not stay in twenty years equal, or $34,000 a year, the total amount that would come as a result of the sale of the state's stock at Mr. Duncan's price.	[652, 299, 793, 412]
column-3	[344, 76, 485, 1480]
directory-text: Methodist—Rev. C. M. Rock pastor; C. O. Pierce, clerk; S. T. White, superintendent of Sunday school. Christian—Rev. J. J. Walker, pastor. Episcopal—Rev. W. F. Twitchell, rector. Presbyterian—P. M. Johnson, clerk. Baptist—Rev. J. E. Ellington.	[1446, 632, 1588, 699]
column-6	[806, 76, 982, 1480]
headline-mullet-road: KEEP THE OLD "MULLET" ROAD	[505, 80, 632, 89]
article-paragraph: Wonder if Representative Koonce will be a candidate for the speakership of the House of Representatives to succeed George Connor. It would be just like him. It is better to have tried and lost, than never to have tried at all.	[344, 816, 485, 883]
divider	[386, 437, 442, 438]
divider	[386, 540, 442, 541]
divider	[1052, 792, 1106, 793]
article-paragraph: We do not believe that there is another state in the Union that is so outrageously discriminated against by the railroads as is North Carolina, and we hope that just that relief will come soon.	[344, 966, 485, 1023]
article-paragraph: The New York World is demanding the Attorney General McReynold's resignation. But when did that organ become the president's official mouthpiece?	[806, 757, 982, 795]
brand-line-1: THEDFORD'S	[1738, 387, 1822, 403]
story-byline: By MARY POYNTER.	[1335, 114, 1403, 121]
article-paragraph: The state can use this property to as good advantage as the railroad can and we believe it will be a mistake for the state to sell it. We hope that the legislative committee now considering this matter at Morehead City can see its way clear to recommend that the state retain its share in the road, so that the annual income of $84,000 will continue.	[498, 350, 639, 455]
notice-paragraph: "That parcel or lot of land in that part of the town of Farmville, N. C. formerly called "Joyner," and being lots Nos. 16 and 17 in the plot of said town, known as lot 18; a full and accurate description of which can be had by reference to deed from G. M. Mooring, mortgagor, to J. S. Mooring, both of said deeds are hereby referred to for an accurate description."	[1011, 221, 1147, 325]
moved-ad	[1158, 909, 1292, 979]
column-5	[652, 76, 793, 1480]
article-paragraph: As the Blue and the Gray gather at Gettysburg, let us all thank God that such men as these were our forefathers, and that we are descended from a race that dared to do and die for a cause that they believed to be right.	[38, 836, 178, 902]
brand-line-2: BLACK-DRAUGHT	[1623, 398, 1937, 437]
left-newspaper-page	[30, 56, 990, 1498]
hotel-richmond-ad	[1774, 516, 1958, 678]
notice-paragraph: W. A. Taylor, J. C. Taylor and N. B. Dawson, Trustee, vs. W. J. Roberson and R. L. Barnhill. At Chambers in Greenville, N. C., on the 21st of June, 1913, the undersigned was appointed receiver of the firm of Roberson, Taylor and Barnhill and of W. A. Taylor, J. C. Taylor, W. J. Roberson and R. L. Barnhill individually by Hon. H. W. Whedbee, Judge, in a proceeding in Pitt superior court entitled as above; and in said day an order was duly made in said cause by Whedbee, Judge, restraining all creditors of the firm of Roberson, Taylor and Barnhill and all creditors of W. A. Taylor, J. C. Taylor, W. J. Roberson and R. L. Barnhill individually, to file with the undersigned receiver a statement of their account, duly verified, on or before the 1st day of September, 1913. This 30th day of June, 1913. N. B. DAWSON, Receiver.	[1158, 93, 1292, 338]
moved-title: MOVED!	[1210, 915, 1240, 925]
school-ad	[1774, 825, 1958, 923]
schedule-entry: 5:49 p. m. daily, except Sunday, for Washington.	[1446, 232, 1588, 252]
hotel-intro: JUST AROUND THE CORNER From The	[1790, 521, 1942, 531]
column-rule	[1153, 76, 1154, 1480]
